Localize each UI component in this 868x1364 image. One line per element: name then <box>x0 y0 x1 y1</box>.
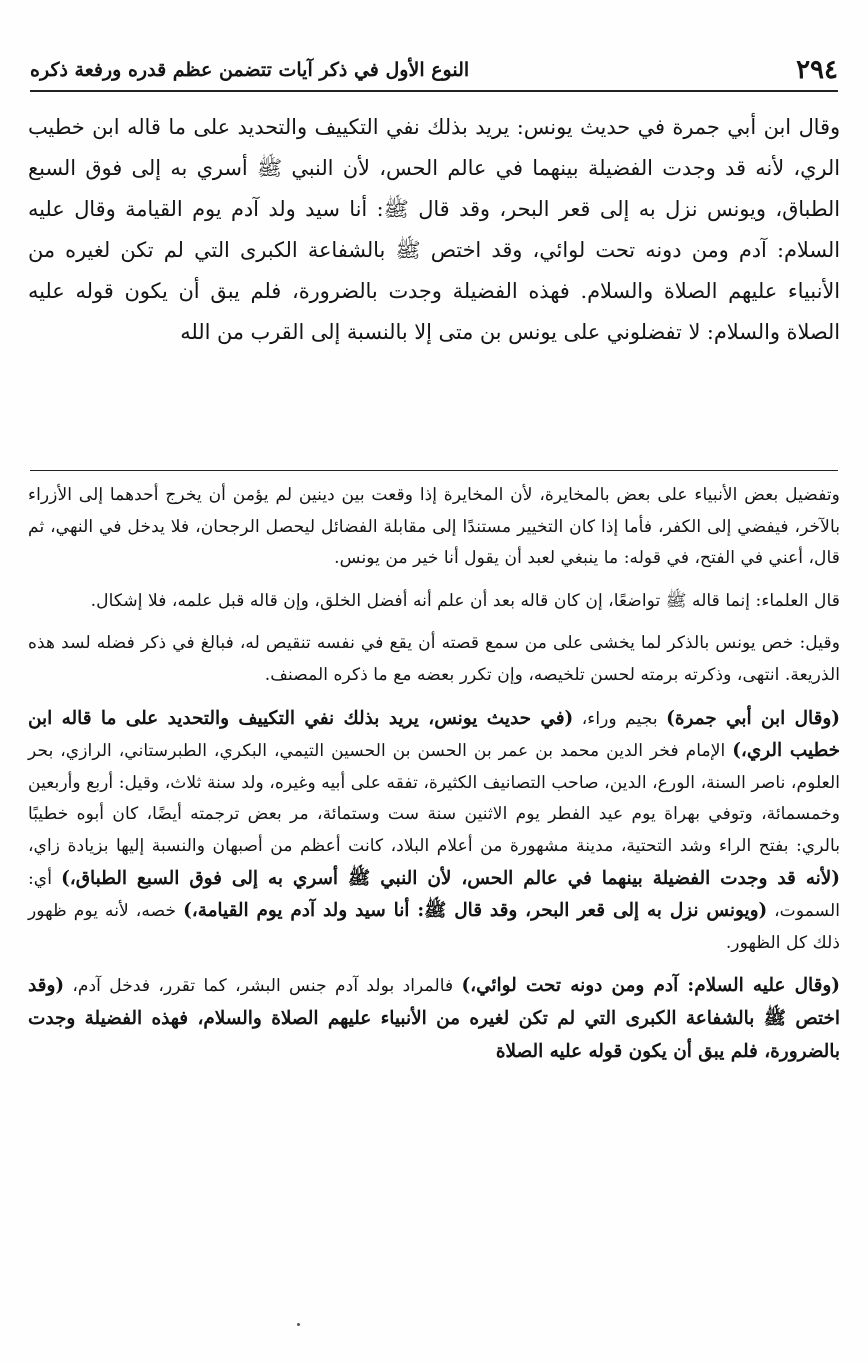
commentary-text: الإمام فخر الدين محمد بن عمر بن الحسن بن الحسين التيمي، البكري، الطبرستاني، الرازي، بحر العلوم، ناصر السنة، الورع، الدين، صاحب التصانيف الكثيرة، تفقه على أبيه وغيره، ولد سنة ثلاث، وقيل: أربع وأربعين وخمسمائة، وتوفي بهراة يوم عيد الفطر يوم الاثنين سنة ست وستمائة، مر بعض ترجمته أيضًا، كان أبوه خطيبًا بالري: بفتح الراء وشد التحتية، مدينة مشهورة من أعلام البلاد، كانت أعظم من أصبهان والنسبة إليها بزيادة زاي، <box>28 741 840 856</box>
commentary-text: فالمراد بولد آدم جنس البشر، كما تقرر، فدخل آدم، <box>64 976 462 997</box>
commentary-paragraph <box>28 703 840 960</box>
quoted-matn-text: (وقال عليه السلام: آدم ومن دونه تحت لوائي،) <box>461 975 840 997</box>
quoted-matn-text: (لأنه قد وجدت الفضيلة بينهما في عالم الحس، لأن النبي ﷺ أسري به إلى فوق السبع الطباق،) <box>61 867 840 889</box>
commentary-paragraph: وقيل: خص يونس بالذكر لما يخشى على من سمع قصته أن يقع في نفسه تنقيص له، فبالغ في ذكر فضله لسد هذه الذريعة. انتهى، وذكرته برمته لحسن تلخيصه، وإن تكرر بعضه مع ما ذكره المصنف. <box>28 633 840 685</box>
running-header <box>30 50 838 92</box>
separator-line <box>30 470 838 471</box>
commentary <box>28 480 840 1079</box>
header-title: النوع الأول في ذكر آيات تتضمن عظم قدره ورفعة ذكره <box>30 59 470 81</box>
commentary-text: بجيم وراء، <box>573 708 667 729</box>
main-text: وقال ابن أبي جمرة في حديث يونس: يريد بذلك نفي التكييف والتحديد على ما قاله ابن خطيب الري، لأنه قد وجدت الفضيلة بينهما في عالم الحس، لأن النبي ﷺ أسري به إلى فوق السبع الطباق، ويونس نزل به إلى قعر البحر، وقد قال ﷺ: أنا سيد ولد آدم يوم القيامة وقال عليه السلام: آدم ومن دونه تحت لوائي، وقد اختص ﷺ بالشفاعة الكبرى التي لم تكن لغيره من الأنبياء عليهم الصلاة والسلام. فهذه الفضيلة وجدت بالضرورة، فلم يبق أن يكون قوله عليه الصلاة والسلام: لا تفضلوني على يونس بن متى إلا بالنسبة إلى القرب من الله <box>28 115 840 344</box>
quoted-matn-text: (وقد اختص ﷺ بالشفاعة الكبرى التي لم تكن لغيره من الأنبياء عليهم الصلاة والسلام، فهذه الفضيلة وجدت بالضرورة، فلم يبق أن يكون قوله عليه الصلاة <box>28 975 840 1062</box>
quoted-matn-text: (وقال ابن أبي جمرة) <box>666 707 840 729</box>
commentary-paragraph: وتفضيل بعض الأنبياء على بعض بالمخايرة، لأن المخايرة إذا وقعت بين دينين لم يؤمن أن يخرج أحدهما إلى الأزراء بالآخر، فيفضي إلى الكفر، فأما إذا كان التخيير مستندًا إلى مقابلة الفضائل ليحصل الرجحان، فلا يدخل في النهي، ثم قال، أعني في الفتح، في قوله: ما ينبغي لعبد أن يقول أنا خير من يونس. <box>28 485 840 569</box>
quoted-matn-text: (في حديث يونس، يريد بذلك نفي التكييف والتحديد على ما قاله ابن خطيب الري،) <box>28 707 840 762</box>
page-number: ٢٩٤ <box>796 55 838 85</box>
quoted-matn-text: (ويونس نزل به إلى قعر البحر، وقد قال ﷺ: أنا سيد ولد آدم يوم القيامة،) <box>183 900 768 922</box>
commentary-text: أي: السموت، <box>28 868 841 922</box>
commentary-paragraph <box>28 970 840 1068</box>
commentary-paragraph: قال العلماء: إنما قاله ﷺ تواضعًا، إن كان قاله بعد أن علم أنه أفضل الخلق، وإن قاله قبل علمه، فلا إشكال. <box>90 590 840 611</box>
commentary-text: خصه، لأنه يوم ظهور ذلك كل الظهور. <box>28 901 840 953</box>
ink-speck <box>297 1323 300 1326</box>
